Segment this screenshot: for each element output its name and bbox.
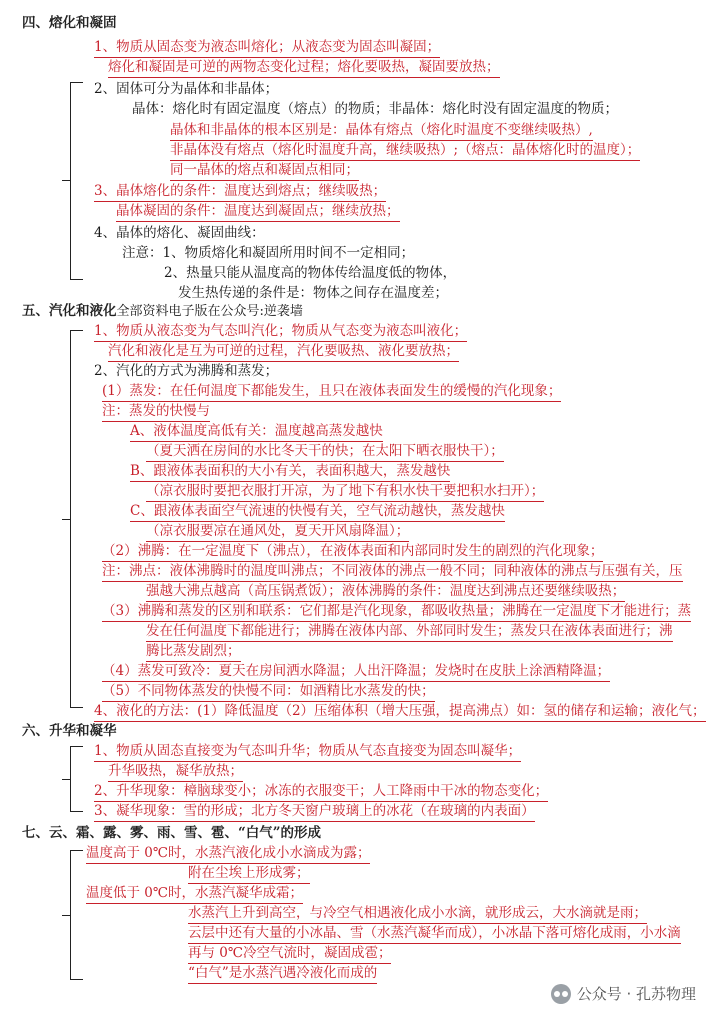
boil-vs-evap-end: 腾比蒸发剧烈； — [146, 642, 241, 662]
curve-heading: 4、晶体的熔化、凝固曲线： — [94, 225, 265, 241]
amorphous-note: 非晶体没有熔点（熔化时温度升高，继续吸热）;（熔点：晶体熔化时的温度）； — [170, 141, 640, 161]
vaporization-reversible: 汽化和液化是互为可逆的过程，汽化要吸热、液化要放热； — [108, 342, 459, 362]
sublimation-heat: 升华吸热，凝华放热； — [108, 762, 243, 782]
white-vapor-formation: “白气”是水蒸汽遇冷液化而成的 — [188, 964, 377, 984]
factor-a-example: （夏天洒在房间的水比冬天干的快；在太阳下晒衣服快干）； — [146, 442, 504, 462]
vaporization-definition: 1、物质从液态变为气态叫汽化；物质从气态变为液态叫液化； — [94, 322, 467, 342]
melting-condition: 3、晶体熔化的条件：温度达到熔点；继续吸热； — [94, 182, 386, 202]
boiling-point-note-cont: 强越大沸点越高（高压锅煮饭）；液体沸腾的条件：温度达到沸点还要继续吸热； — [146, 582, 625, 602]
sublimation-examples: 2、升华现象：樟脑球变小；冰冻的衣服变干；人工降雨中干冰的物态变化； — [94, 782, 548, 802]
same-point-note: 同一晶体的熔点和凝固点相同； — [170, 161, 359, 181]
above-zero: 温度高于 0℃时，水蒸汽液化成小水滴成为露； — [86, 844, 370, 864]
note-2: 2、热量只能从温度高的物体传给温度低的物体， — [164, 265, 457, 281]
section-4-title: 四、熔化和凝固 — [22, 15, 117, 31]
section-5-title: 五、汽化和液化 — [22, 303, 117, 319]
factor-a: A、液体温度高低有关：温度越高蒸发越快 — [130, 422, 383, 442]
factor-c: C、跟液体表面空气流速的快慢有关，空气流动越快，蒸发越快 — [130, 502, 505, 522]
note-1: 注意：1、物质熔化和凝固所用时间不一定相同； — [122, 245, 415, 261]
melting-reversible: 熔化和凝固是可逆的两物态变化过程；熔化要吸热，凝固要放热； — [108, 58, 500, 78]
evaporation-factors-heading: 注：蒸发的快慢与 — [102, 402, 210, 422]
factor-b: B、跟液体表面积的大小有关，表面积越大，蒸发越快 — [130, 462, 450, 482]
deposition-examples: 3、凝华现象：雪的形成；北方冬天窗户玻璃上的冰花（在玻璃的内表面） — [94, 802, 535, 822]
below-zero: 温度低于 0℃时，水蒸汽凝华成霜； — [86, 884, 303, 904]
boiling-definition: （2）沸腾：在一定温度下（沸点），在液体表面和内部同时发生的剧烈的汽化现象； — [102, 542, 603, 562]
sublimation-definition: 1、物质从固态直接变为气态叫升华；物质从气态直接变为固态叫凝华； — [94, 742, 521, 762]
watermark-text: 公众号 · 孔苏物理 — [576, 985, 696, 1003]
boiling-point-note: 注：沸点：液体沸腾时的温度叫沸点；不同液体的沸点一般不同；同种液体的沸点与压强有关，压 — [102, 562, 683, 582]
ice-crystal-note: 云层中还有大量的小冰晶、雪（水蒸汽凝华而成），小冰晶下落可熔化成雨，小水滴 — [188, 924, 681, 944]
evaporation-cooling: （4）蒸发可致冷：夏天在房间洒水降温；人出汗降温；发烧时在皮肤上涂酒精降温； — [102, 662, 610, 682]
section-4-brace — [70, 82, 83, 280]
vaporization-methods: 2、汽化的方式为沸腾和蒸发； — [94, 363, 279, 379]
boil-vs-evap: （3）沸腾和蒸发的区别和联系：它们都是汽化现象，都吸收热量；沸腾在一定温度下才能进行；蒸 — [102, 602, 691, 622]
evaporation-definition: (1）蒸发：在任何温度下都能发生，且只在液体表面发生的缓慢的汽化现象； — [102, 382, 561, 402]
melting-definition: 1、物质从固态变为液态叫熔化；从液态变为固态叫凝固； — [94, 38, 440, 58]
section-6-brace — [70, 746, 83, 812]
wechat-icon — [551, 984, 571, 1004]
section-7-title: 七、云、霜、露、雾、雨、雪、雹、“白气”的形成 — [22, 825, 322, 841]
factor-b-example: （凉衣服时要把衣服打开凉，为了地下有积水快干要把积水扫开）； — [146, 482, 544, 502]
section-7-brace — [70, 850, 83, 980]
crystal-difference: 晶体和非晶体的根本区别是：晶体有熔点（熔化时温度不变继续吸热）, — [170, 121, 593, 141]
section-5-note: 全部资料电子版在公众号:逆袭墙 — [116, 304, 303, 319]
factor-c-example: （凉衣服要凉在通风处，夏天开风扇降温）； — [146, 522, 409, 542]
hail-formation: 再与 0℃冷空气流时，凝固成雹； — [188, 944, 391, 964]
fog-formation: 附在尘埃上形成雾； — [188, 864, 310, 884]
section-6-title: 六、升华和凝华 — [22, 723, 117, 739]
note-2-cont: 发生热传递的条件是：物体之间存在温度差； — [178, 285, 448, 301]
liquefaction-methods: 4、液化的方法：(1）降低温度（2）压缩体积（增大压强，提高沸点）如：氢的储存和运输；液化气； — [94, 702, 706, 722]
cloud-rain-formation: 水蒸汽上升到高空，与冷空气相遇液化成小水滴，就形成云，大水滴就是雨； — [188, 904, 647, 924]
evaporation-rate-diff: （5）不同物体蒸发的快慢不同：如酒精比水蒸发的快； — [102, 682, 435, 702]
watermark — [551, 983, 696, 1004]
solidifying-condition: 晶体凝固的条件：温度达到凝固点；继续放热； — [116, 202, 400, 222]
crystal-definition: 晶体：熔化时有固定温度（熔点）的物质；非晶体：熔化时没有固定温度的物质； — [132, 101, 618, 117]
section-5-brace — [70, 330, 83, 708]
boil-vs-evap-cont: 发在任何温度下都能进行；沸腾在液体内部、外部同时发生；蒸发只在液体表面进行；沸 — [146, 622, 673, 642]
solid-classification: 2、固体可分为晶体和非晶体； — [94, 81, 279, 97]
